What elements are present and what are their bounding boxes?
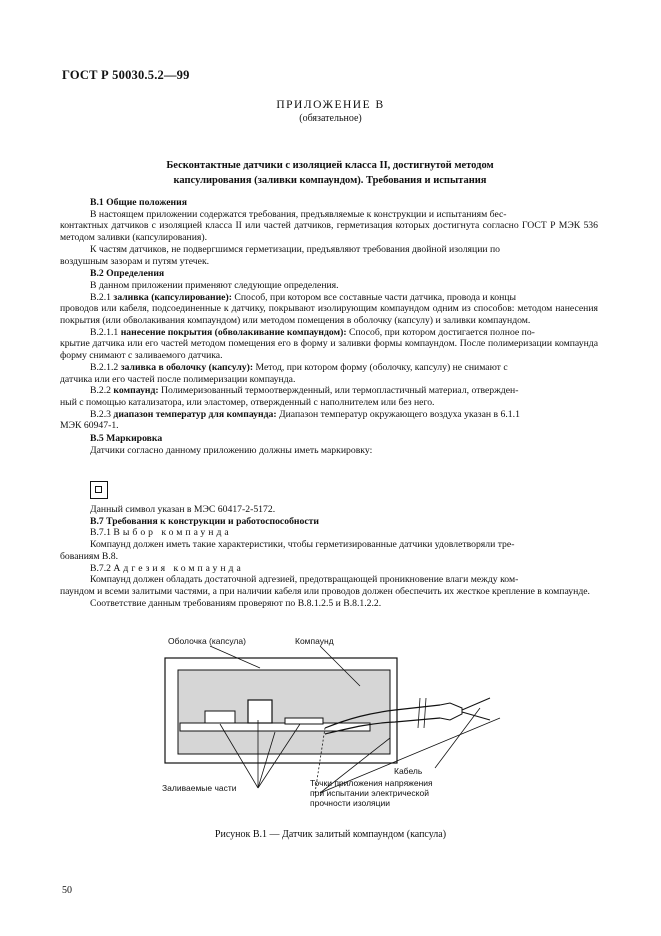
clause-number: В.2.1.1 — [90, 326, 119, 338]
paragraph: контактных датчиков с изоляцией класса II или частей датчиков, герметизация которых достигнута согласно ГОСТ Р МЭК 536 методом заливки (капсулирования). — [60, 220, 598, 244]
paragraph: Данный символ указан в МЭС 60417-2-5172. — [90, 504, 276, 515]
paragraph: бованиям В.8. — [60, 550, 119, 562]
paragraph: крытие датчика или его частей методом помещения его в форму и заливки формы компаундом. После полимеризации компаунда форму снимают с заливаемого датчика. — [60, 338, 598, 362]
label-points-line: при испытании электрической — [310, 788, 429, 798]
clause-number: В.2.2 — [90, 385, 111, 397]
paragraph: воздушным зазорам и путям утечек. — [60, 255, 210, 267]
label-points-line: прочности изоляции — [310, 798, 390, 808]
clause-number: В.2.1.2 — [90, 361, 119, 373]
figure-b1 — [150, 628, 510, 828]
appendix-subtitle: (обязательное) — [299, 113, 362, 124]
leader-shell — [210, 646, 260, 668]
main-title — [80, 158, 580, 188]
label-points-line: Точки приложения напряжения — [310, 778, 433, 788]
paragraph: Компаунд должен обладать достаточной адгезией, предотвращающей проникновение влаги между ком- — [90, 574, 519, 586]
page-number: 50 — [62, 885, 72, 896]
label-cable: Кабель — [394, 766, 423, 776]
paragraph: датчика или его частей после полимеризации компаунда. — [60, 373, 296, 385]
spaced-title: Выбор компаунда — [113, 527, 232, 539]
clause-number: В.7.1 — [90, 527, 111, 539]
definition-term: диапазон температур для компаунда: — [113, 408, 277, 420]
definition-term: заливка (капсулирование): — [113, 291, 232, 303]
section-heading: В.7 Требования к конструкции и работоспособности — [90, 515, 319, 527]
main-title-line: капсулирования (заливки компаундом). Требования и испытания — [173, 175, 487, 186]
class-ii-symbol-inner — [95, 486, 102, 493]
section-heading: В.5 Маркировка — [90, 433, 163, 445]
label-shell: Оболочка (капсула) — [168, 636, 246, 646]
label-points — [310, 778, 433, 808]
definition — [90, 409, 598, 421]
document-code: ГОСТ Р 50030.5.2—99 — [62, 68, 190, 82]
definition — [90, 362, 598, 374]
label-compound: Компаунд — [295, 636, 334, 646]
subclause-title — [90, 563, 598, 575]
subclause-title — [90, 527, 598, 539]
main-title-line: Бесконтактные датчики с изоляцией класса II, достигнутой методом — [166, 160, 494, 171]
paragraph: ный с помощью катализатора, или эластомер, отвержденный с наполнителем или без него. — [60, 396, 435, 408]
component-flat — [285, 718, 323, 724]
cable-wires — [462, 698, 490, 720]
body-text-continued — [60, 504, 598, 609]
cable-end — [440, 703, 462, 720]
definition-text: Способ, при котором достигается полное по- — [346, 326, 535, 338]
component-small — [205, 711, 235, 723]
definition — [90, 292, 598, 304]
definition-term: заливка в оболочку (капсулу): — [120, 361, 254, 373]
paragraph: Соответствие данным требованиям проверяют по В.8.1.2.5 и В.8.1.2.2. — [90, 597, 382, 609]
section-heading: В.1 Общие положения — [90, 197, 187, 208]
clause-number: В.7.2 — [90, 562, 111, 574]
paragraph: Компаунд должен иметь такие характеристики, чтобы герметизированные датчики удовлетворяли тре- — [90, 539, 515, 551]
component-large — [248, 700, 272, 723]
appendix-title: ПРИЛОЖЕНИЕ В — [276, 99, 385, 111]
definition — [90, 385, 598, 397]
label-parts: Заливаемые части — [162, 783, 237, 793]
clause-number: В.2.3 — [90, 408, 111, 420]
paragraph: МЭК 60947-1. — [60, 420, 119, 432]
paragraph: К частям датчиков, не подвергшимся герметизации, предъявляют требования двойной изоляции по — [90, 243, 501, 255]
definition-text: Диапазон температур окружающего воздуха указан в 6.1.1 — [276, 408, 520, 420]
definition-text: Метод, при котором форму (оболочку, капсулу) не снимают с — [253, 361, 508, 373]
definition-term: нанесение покрытия (обволакивание компаундом): — [120, 326, 347, 338]
figure-caption: Рисунок В.1 — Датчик залитый компаундом (капсула) — [214, 829, 447, 840]
definition-text: Способ, при котором все составные части датчика, провода и концы — [231, 291, 516, 303]
clause-number: В.2.1 — [90, 291, 111, 303]
paragraph: Датчики согласно данному приложению должны иметь маркировку: — [90, 444, 373, 456]
paragraph: В данном приложении применяют следующие определения. — [90, 279, 339, 291]
section-heading: В.2 Определения — [90, 268, 165, 280]
paragraph: паундом и всеми залитыми частями, а при наличии кабеля или проводов должен обеспечить их жесткое крепление в компаунде. — [60, 585, 590, 597]
cable-break — [418, 698, 426, 728]
paragraph: проводов или кабеля, подсоединенные к датчику, покрывают изолирующим компаундом одним из способов: методом нанесения покрытия (или обволакивания компаундом) или методом помещения в оболочку (капсулу) и заливки компаундом. — [60, 303, 598, 327]
paragraph: В настоящем приложении содержатся требования, предъявляемые к конструкции и испытаниям бес- — [90, 208, 507, 220]
definition-text: Полимеризованный термоотвержденный, или термопластичный материал, отвержден- — [158, 385, 519, 397]
spaced-title: Адгезия компаунда — [113, 562, 244, 574]
body-text — [60, 196, 598, 456]
definition-term: компаунд: — [113, 385, 159, 397]
definition — [90, 327, 598, 339]
class-ii-symbol-icon — [90, 481, 108, 499]
